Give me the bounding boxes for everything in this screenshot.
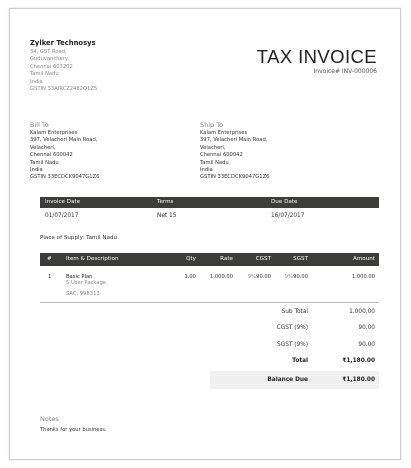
col-amount-header: Amount: [353, 256, 375, 262]
company-address-line: India: [30, 78, 43, 85]
balance-due-label: Balance Due: [267, 377, 308, 383]
document-title: TAX INVOICE: [256, 46, 377, 67]
company-address-line: Tamil Nadu: [30, 71, 59, 78]
ship-to-address: [200, 130, 269, 182]
notes-text: Thanks for your business.: [40, 427, 107, 433]
ship-to-line: India: [200, 167, 213, 174]
bill-to-line: Velacheri,: [30, 144, 56, 151]
item-amount: 1,000.00: [351, 274, 375, 280]
ship-to-gstin: GSTIN 33ECDCK9047G1Z6: [200, 174, 270, 181]
bill-to-line: 397, Velacheri Main Road,: [30, 137, 98, 144]
ship-to-line: 397, Velacheri Main Road,: [200, 137, 268, 144]
invoice-meta-header: [40, 197, 379, 208]
company-address-line: 34, GST Road,: [30, 49, 67, 55]
company-address-line: Chennai 603202: [30, 63, 73, 70]
due-date-header: Due Date: [271, 199, 298, 205]
ship-to-line: Tamil Nadu: [200, 159, 229, 166]
company-gstin: GSTIN 33AIRCZ2482Q1Z5: [30, 86, 98, 93]
ship-to-line: Velacheri,: [200, 144, 226, 151]
table-divider: [40, 302, 379, 303]
item-qty: 1.00: [184, 274, 196, 280]
bill-to-address: [30, 130, 99, 182]
item-sac: SAC: 998313: [66, 291, 100, 297]
items-table-header: [40, 253, 379, 266]
bill-to-line: Chennai 600042: [30, 152, 73, 159]
col-number-header: #: [47, 256, 52, 262]
cgst-label: CGST (9%): [276, 325, 308, 331]
item-name: Basic Plan: [66, 274, 93, 280]
terms-header: Terms: [157, 199, 174, 205]
col-sgst-header: SGST: [293, 256, 308, 262]
ship-to-label: Ship To: [200, 121, 224, 129]
sgst-label: SGST (9%): [277, 342, 308, 348]
table-row: [40, 270, 379, 302]
invoice-number: Invoice# INV-000006: [313, 68, 377, 75]
item-rate: 1,000.00: [209, 274, 233, 280]
total-label: Total: [292, 358, 308, 364]
company-address-line: Guduvanchery,: [30, 56, 70, 63]
company-name: Zylker Technosys: [30, 39, 96, 47]
item-cgst-pct: 9%: [247, 274, 256, 280]
invoice-meta-row: [40, 210, 379, 222]
bill-to-label: Bill To: [30, 121, 49, 129]
subtotal-value: 1,000.00: [349, 309, 375, 315]
due-date-value: 16/07/2017: [271, 213, 305, 219]
invoice-date-header: Invoice Date: [45, 199, 81, 205]
item-subtitle: 5 User Package: [66, 280, 106, 286]
company-address: [30, 49, 97, 93]
balance-due-value: ₹1,180.00: [342, 377, 375, 383]
cgst-value: 90.00: [358, 325, 375, 331]
col-description-header: Item & Description: [66, 256, 119, 262]
bill-to-line: Kalam Enterprises: [30, 130, 78, 136]
total-value: ₹1,180.00: [342, 358, 375, 364]
invoice-date-value: 01/07/2017: [45, 213, 79, 219]
ship-to-line: Chennai 600042: [200, 152, 243, 159]
terms-value: Net 15: [157, 213, 177, 219]
col-cgst-header: CGST: [255, 256, 271, 262]
col-rate-header: Rate: [220, 256, 233, 262]
item-number: 1: [48, 274, 52, 280]
notes-label: Notes: [40, 415, 59, 423]
item-sgst-amount: 90.00: [293, 274, 308, 280]
item-sgst-pct: 9%: [284, 274, 293, 280]
bill-to-gstin: GSTIN 33ECDCK9047G1Z6: [30, 174, 100, 181]
col-qty-header: Qty: [186, 256, 196, 262]
bill-to-line: Tamil Nadu: [30, 159, 59, 166]
bill-to-line: India: [30, 167, 43, 174]
place-of-supply: Place of Supply: Tamil Nadu: [40, 235, 118, 241]
item-cgst-amount: 90.00: [256, 274, 271, 280]
sgst-value: 90.00: [358, 342, 375, 348]
subtotal-label: Sub Total: [281, 309, 308, 315]
ship-to-line: Kalam Enterprises: [200, 130, 248, 136]
